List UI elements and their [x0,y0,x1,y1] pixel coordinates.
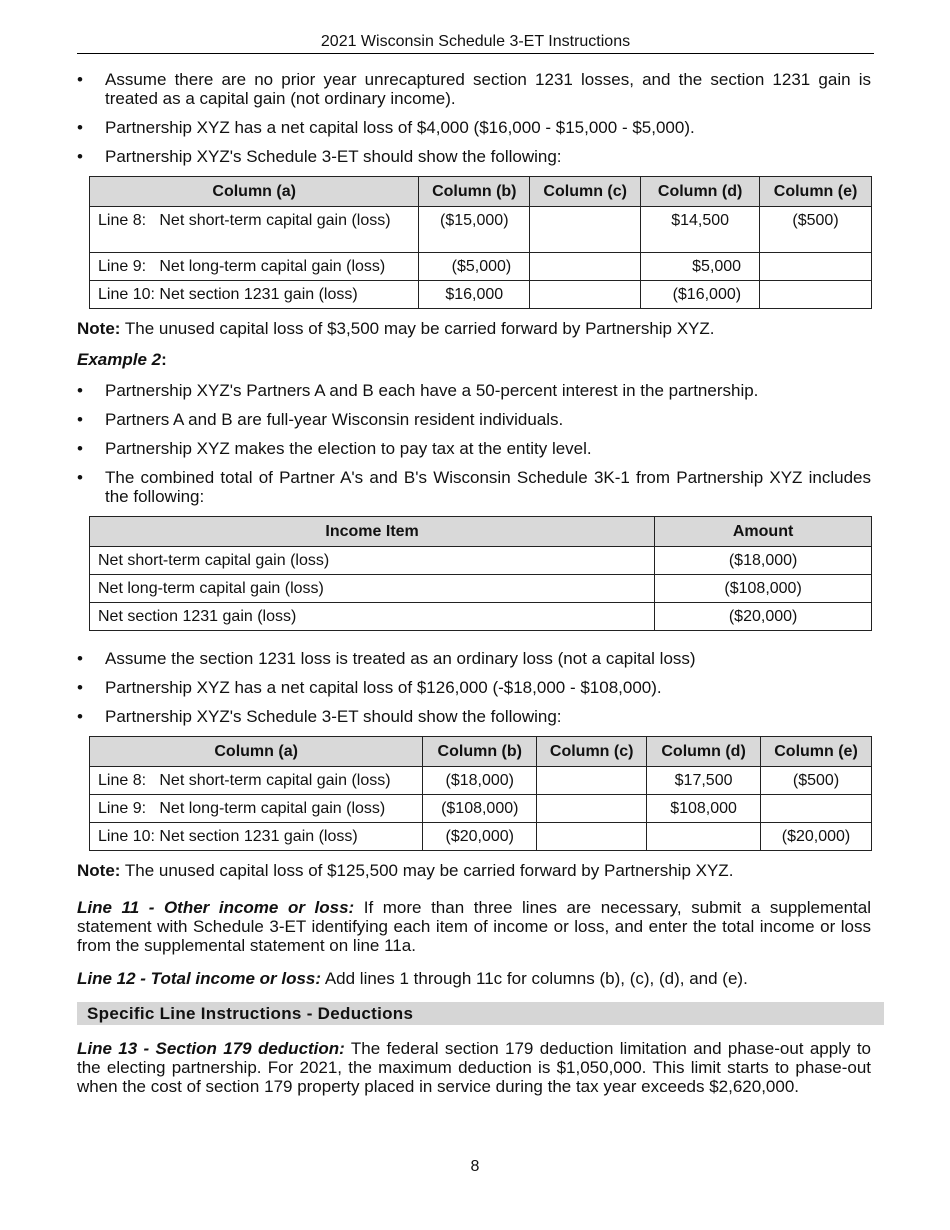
table-cell: Line 10: Net section 1231 gain (loss) [90,281,419,309]
list-item: • Partnership XYZ's Schedule 3-ET should show the following: [77,147,871,166]
table-row [90,547,872,575]
table-cell [760,253,872,281]
table-header-row [90,177,872,207]
table-cell: $108,000 [647,795,761,823]
line-11-label: Line 11 - Other income or loss: [77,898,355,917]
table-header-cell: Column (c) [530,177,641,207]
bullet-list-example1 [77,70,871,166]
table-cell: Net section 1231 gain (loss) [90,603,655,631]
table-header-cell: Income Item [90,517,655,547]
page-number: 8 [470,1158,480,1175]
table-cell [530,207,641,253]
list-item: • Partnership XYZ makes the election to pay tax at the entity level. [77,439,871,458]
bullet-list-example2-results [77,649,871,726]
table-cell: $14,500 [641,207,760,253]
table-cell: Line 8: Net short-term capital gain (loss) [90,207,419,253]
line-12-text: Add lines 1 through 11c for columns (b), (c), (d), and (e). [321,969,748,988]
table-cell [537,795,647,823]
table-header-cell: Column (d) [641,177,760,207]
table-cell: $16,000 [419,281,530,309]
table-cell [537,767,647,795]
table-cell: ($108,000) [655,575,872,603]
line-11-text: If more than three lines are necessary, submit a supplemental statement with Schedule 3-ET identifying each item of income or loss, and enter the total income or loss from the supplemental statement on line 11a. [77,898,871,955]
table-cell: ($20,000) [761,823,872,851]
note-label: Note: [77,319,121,338]
table-row [90,575,872,603]
table-cell [530,281,641,309]
note-paragraph [77,861,871,880]
note-label: Note: [77,861,121,880]
line-11-paragraph [77,898,871,955]
table-cell [760,281,872,309]
table-cell: ($500) [761,767,872,795]
table-cell: $17,500 [647,767,761,795]
table-header-row [90,517,872,547]
example-colon: : [161,350,167,369]
table-row [90,823,872,851]
table-row [90,795,872,823]
table-header-cell: Column (b) [423,737,537,767]
table-row [90,767,872,795]
table-cell: Line 9: Net long-term capital gain (loss) [90,795,423,823]
note-text: The unused capital loss of $3,500 may be carried forward by Partnership XYZ. [120,319,715,338]
table-cell: ($20,000) [423,823,537,851]
list-item: • Partners A and B are full-year Wisconsin resident individuals. [77,410,871,429]
income-items-table [89,516,872,631]
table-header-cell: Column (e) [760,177,872,207]
note-paragraph [77,319,871,338]
table-header-cell: Column (e) [761,737,872,767]
table-header-cell: Column (b) [419,177,530,207]
schedule-table-example2 [89,736,872,851]
table-cell [530,253,641,281]
table-header-row [90,737,872,767]
table-row [90,207,872,253]
line-13-label: Line 13 - Section 179 deduction: [77,1039,345,1058]
line-12-paragraph [77,969,871,988]
line-13-text: The federal section 179 deduction limitation and phase-out apply to the electing partnership. For 2021, the maximum deduction is $1,050,000. This limit starts to phase-out when the cost of section 179 property placed in service during the tax year exceeds $2,620,000. [77,1039,871,1096]
table-cell: ($20,000) [655,603,872,631]
table-row [90,253,872,281]
page-content [77,70,871,1110]
table-row [90,603,872,631]
table-cell: Line 8: Net short-term capital gain (loss) [90,767,423,795]
table-header-cell: Amount [655,517,872,547]
example-label: Example 2 [77,350,162,369]
table-cell: ($18,000) [655,547,872,575]
bullet-list-example2 [77,381,871,506]
table-cell: ($5,000) [419,253,530,281]
line-12-label: Line 12 - Total income or loss: [77,969,322,988]
table-cell [537,823,647,851]
schedule-table-example1 [89,176,872,309]
table-cell: Line 10: Net section 1231 gain (loss) [90,823,423,851]
list-item: • Partnership XYZ's Partners A and B each have a 50-percent interest in the partnership. [77,381,871,400]
table-cell [761,795,872,823]
table-cell: ($15,000) [419,207,530,253]
list-item: • Partnership XYZ has a net capital loss of $126,000 (-$18,000 - $108,000). [77,678,871,697]
list-item: • The combined total of Partner A's and B's Wisconsin Schedule 3K-1 from Partnership XYZ includes the following: [77,468,871,506]
table-header-cell: Column (a) [90,177,419,207]
list-item: • Assume the section 1231 loss is treated as an ordinary loss (not a capital loss) [77,649,871,668]
table-row [90,281,872,309]
table-cell [647,823,761,851]
section-heading: Specific Line Instructions - Deductions [77,1002,884,1025]
table-cell: ($18,000) [423,767,537,795]
note-text: The unused capital loss of $125,500 may be carried forward by Partnership XYZ. [120,861,734,880]
table-cell: ($108,000) [423,795,537,823]
example-heading [77,350,871,369]
table-header-cell: Column (d) [647,737,761,767]
line-13-paragraph [77,1039,871,1096]
page-header: 2021 Wisconsin Schedule 3-ET Instructions [77,33,874,54]
table-header-cell: Column (a) [90,737,423,767]
table-cell: ($16,000) [641,281,760,309]
list-item: • Partnership XYZ has a net capital loss of $4,000 ($16,000 - $15,000 - $5,000). [77,118,871,137]
table-header-cell: Column (c) [537,737,647,767]
table-cell: Net short-term capital gain (loss) [90,547,655,575]
table-cell: ($500) [760,207,872,253]
table-cell: Line 9: Net long-term capital gain (loss) [90,253,419,281]
list-item: • Assume there are no prior year unrecaptured section 1231 losses, and the section 1231 gain is treated as a capital gain (not ordinary income). [77,70,871,108]
list-item: • Partnership XYZ's Schedule 3-ET should show the following: [77,707,871,726]
table-cell: Net long-term capital gain (loss) [90,575,655,603]
table-cell: $5,000 [641,253,760,281]
